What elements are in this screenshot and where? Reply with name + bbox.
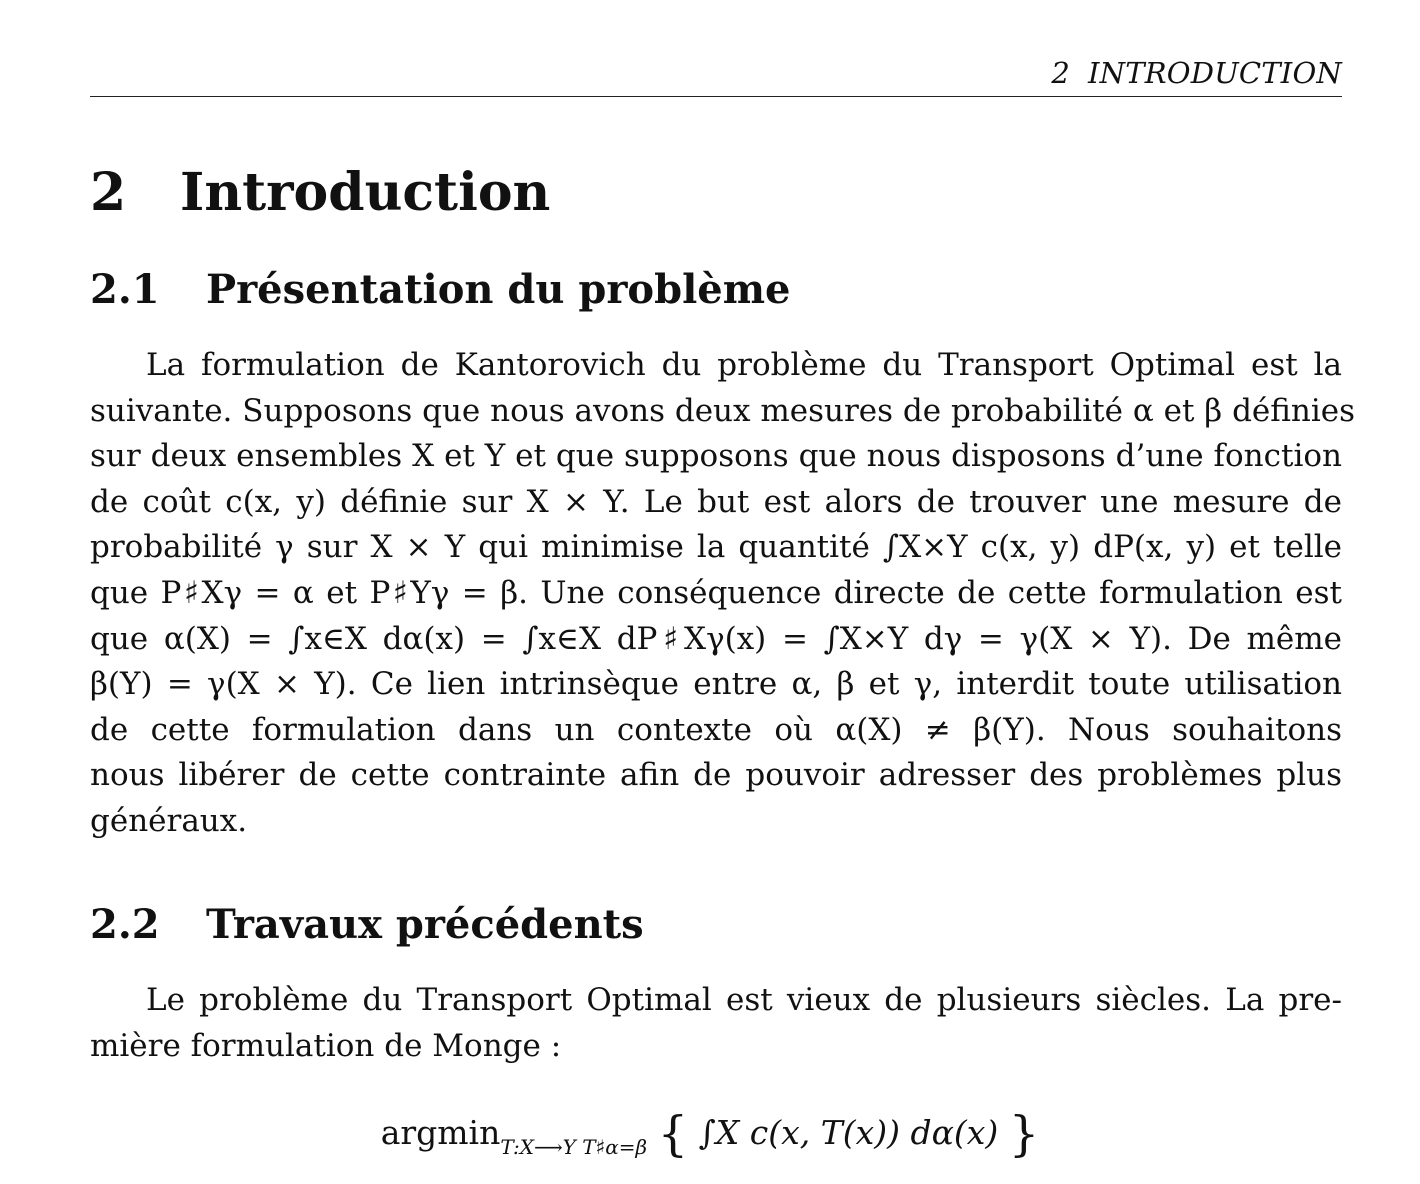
paragraph-line: nous libérer de cette contrainte afin de pouvoir adresser des problèmes plus [90,757,1342,794]
subsection-number: 2.1 [90,266,160,313]
paragraph-line: généraux. [90,802,248,839]
monge-equation [0,1106,1420,1162]
paragraph-line: Le problème du Transport Optimal est vieux de plusieurs siècles. La pre- [146,982,1342,1018]
equation-subscript-bottom: T♯α=β [582,1135,648,1159]
running-head [90,56,1342,97]
subsection-title-travaux [90,901,644,948]
paragraph-line: que P♯Xγ = α et P♯Yγ = β. Une conséquence directe de cette formulation est [90,574,1342,611]
section-heading: Introduction [180,162,551,223]
equation-subscript-top: T:X⟶Y [500,1135,576,1159]
paragraph-line: suivante. Supposons que nous avons deux mesures de probabilité α et β définies [90,392,1356,429]
subsection-title-presentation [90,266,791,313]
running-head-number: 2 [1051,56,1070,90]
paragraph-monge [90,978,1342,1069]
equation-right-brace: } [1008,1106,1040,1162]
paragraph-kantorovich [90,343,1356,845]
paragraph-line: probabilité γ sur X × Y qui minimise la quantité ∫X×Y c(x, y) dP(x, y) et telle [90,529,1342,566]
paragraph-line: La formulation de Kantorovich du problème du Transport Optimal est la [146,347,1342,383]
equation-integrand: ∫X c(x, T(x)) dα(x) [698,1113,999,1152]
paragraph-line: de cette formulation dans un contexte où α(X) ≠ β(Y). Nous souhaitons [90,711,1342,748]
equation-operator: argmin [380,1113,501,1152]
running-head-title: INTRODUCTION [1087,56,1342,90]
paragraph-line: β(Y) = γ(X × Y). Ce lien intrinsèque entre α, β et γ, interdit toute utilisation [90,666,1342,703]
subsection-heading: Travaux précédents [206,901,644,948]
paragraph-line: que α(X) = ∫x∈X dα(x) = ∫x∈X dP♯Xγ(x) = ∫X×Y dγ = γ(X × Y). De même [90,620,1342,657]
paragraph-line: de coût c(x, y) définie sur X × Y. Le but est alors de trouver une mesure de [90,483,1342,520]
subsection-heading: Présentation du problème [206,266,791,313]
paragraph-line: sur deux ensembles X et Y et que supposons que nous disposons d’une fonction [90,438,1342,475]
subsection-number: 2.2 [90,901,160,948]
section-title [90,162,550,223]
equation-subscript [500,1135,647,1159]
section-number: 2 [90,162,127,223]
equation-left-brace: { [657,1106,689,1162]
paragraph-line: mière formulation de Monge : [90,1027,562,1064]
